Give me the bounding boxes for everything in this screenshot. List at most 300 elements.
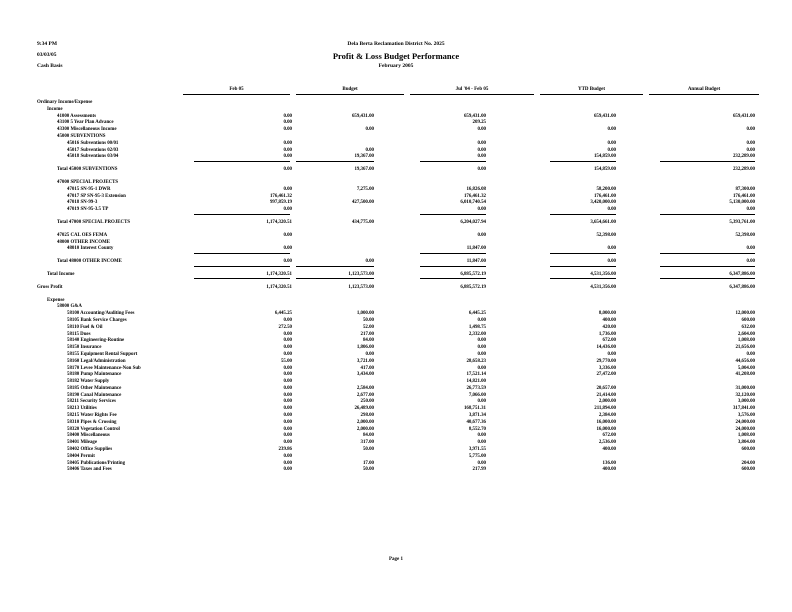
row-value: 0.00 [365, 147, 374, 153]
row-value: 0.00 [746, 127, 755, 133]
row-value: 600.00 [741, 467, 755, 473]
row-label: 58115 Dues [67, 331, 91, 337]
row-value: 0.00 [283, 113, 292, 119]
row-value: 44,656.00 [735, 358, 755, 364]
report-row [0, 141, 792, 148]
row-value: 0.00 [283, 259, 292, 265]
row-value: 0.00 [477, 440, 486, 446]
row-value: 17,521.14 [466, 372, 486, 378]
report-row [0, 406, 792, 413]
report-row [0, 461, 792, 468]
row-value: 0.00 [477, 338, 486, 344]
row-value: 4,531,356.00 [590, 271, 616, 277]
report-row [0, 433, 792, 440]
row-label: 47017 SP SN-95-3 Extension [67, 193, 126, 199]
row-value: 20,657.00 [596, 385, 616, 391]
row-value: 0.00 [283, 232, 292, 238]
row-value: 0.00 [477, 127, 486, 133]
report-row [0, 440, 792, 447]
row-label: 58000 G&A [57, 304, 82, 310]
report-row [0, 259, 792, 266]
report-row [0, 318, 792, 325]
row-value: 0.00 [283, 379, 292, 385]
report-row [0, 240, 792, 247]
row-value: 28,658.23 [466, 358, 486, 364]
row-value: 400.00 [602, 467, 616, 473]
row-value: 600.00 [741, 447, 755, 453]
row-value: 1,008.00 [737, 338, 755, 344]
row-label: 58320 Vegetation Control [67, 426, 120, 432]
report-row [0, 338, 792, 345]
row-value: 8,000.00 [598, 311, 616, 317]
row-label: 45018 Subventions 03/04 [67, 154, 119, 160]
row-value: 0.00 [746, 351, 755, 357]
row-label: 48010 Interest County [67, 246, 114, 252]
report-row [0, 386, 792, 393]
report-row [0, 311, 792, 318]
row-value: 176,461.00 [593, 193, 616, 199]
row-value: 0.00 [283, 186, 292, 192]
row-value: 2,584.00 [356, 385, 374, 391]
row-value: 659,431.00 [463, 113, 486, 119]
report-row [0, 379, 792, 386]
row-value: 0.00 [283, 167, 292, 173]
column-header: Jul '04 - Feb 05 [455, 87, 489, 92]
report-row [0, 134, 792, 141]
row-value: 997,859.19 [269, 200, 292, 206]
row-value: 0.00 [746, 246, 755, 252]
report-body [0, 100, 792, 474]
report-row [0, 207, 792, 214]
row-value: 19,367.00 [354, 167, 374, 173]
row-value: 0.00 [283, 338, 292, 344]
row-value: 19,367.00 [354, 154, 374, 160]
row-value: 0.00 [477, 154, 486, 160]
row-value: 84.00 [362, 433, 374, 439]
row-value: 0.00 [283, 467, 292, 473]
row-value: 11,847.00 [466, 259, 486, 265]
row-value: 298.00 [360, 413, 374, 419]
row-label: 45016 Subventions 00/01 [67, 140, 119, 146]
row-value: 6,010,740.54 [460, 200, 486, 206]
row-value: 2,384.00 [598, 413, 616, 419]
row-value: 0.00 [477, 167, 486, 173]
report-row [0, 304, 792, 311]
row-value: 1,123,573.00 [348, 271, 374, 277]
column-header: Budget [342, 87, 358, 92]
row-value: 1,008.00 [737, 433, 755, 439]
report-row [0, 107, 792, 114]
row-value: 7,066.00 [468, 392, 486, 398]
report-row [0, 352, 792, 359]
row-value: 672.00 [602, 338, 616, 344]
row-value: 0.00 [283, 399, 292, 405]
row-value: 2,604.00 [737, 331, 755, 337]
row-value: 16,826.08 [466, 186, 486, 192]
row-value: 14,821.00 [466, 379, 486, 385]
report-row [0, 220, 792, 227]
row-value: 50.00 [362, 447, 374, 453]
row-value: 4,531,356.00 [590, 284, 616, 290]
row-label: 58405 Publications/Printing [67, 460, 126, 466]
row-value: 0.00 [283, 331, 292, 337]
row-label: 58215 Water Rights Fee [67, 413, 117, 419]
row-value: 400.00 [602, 447, 616, 453]
row-value: 50.00 [362, 467, 374, 473]
row-value: 176,461.32 [269, 193, 292, 199]
row-value: 7,275.00 [356, 186, 374, 192]
row-value: 1,806.00 [356, 345, 374, 351]
column-header-rule [540, 94, 643, 95]
row-value: 1,736.00 [598, 331, 616, 337]
row-value: 3,721.00 [356, 358, 374, 364]
row-label: 58211 Security Services [67, 399, 116, 405]
row-value: 136.00 [602, 460, 616, 466]
row-label: 58100 Accounting/Auditing Fees [67, 311, 135, 317]
row-value: 0.00 [477, 140, 486, 146]
row-value: 55.00 [280, 358, 292, 364]
report-row [0, 154, 792, 161]
row-value: 0.00 [283, 246, 292, 252]
row-value: 632.00 [741, 324, 755, 330]
row-value: 0.00 [607, 147, 616, 153]
row-label: Total 45000 SUBVENTIONS [57, 167, 118, 173]
row-value: 1,174,320.51 [266, 219, 292, 225]
report-row [0, 447, 792, 454]
row-value: 400.00 [602, 317, 616, 323]
row-label: 58213 Utilities [67, 406, 97, 412]
column-header: YTD Budget [577, 87, 606, 92]
report-row [0, 413, 792, 420]
row-value: 0.00 [283, 426, 292, 432]
row-label: Income [47, 106, 63, 112]
row-value: 0.00 [746, 259, 755, 265]
report-row [0, 127, 792, 134]
row-value: 2,000.00 [356, 419, 374, 425]
row-value: 6,445.25 [274, 311, 292, 317]
row-label: 58406 Taxes and Fees [67, 467, 112, 473]
report-row [0, 399, 792, 406]
row-value: 58,200.00 [596, 186, 616, 192]
row-value: 659,431.00 [593, 113, 616, 119]
report-row [0, 200, 792, 207]
row-label: 58310 Pipes & Crossing [67, 419, 117, 425]
row-value: 5,130,000.00 [729, 200, 755, 206]
row-value: 6,445.25 [468, 311, 486, 317]
column-headers [183, 87, 759, 95]
row-label: 48000 OTHER INCOME [57, 239, 110, 245]
row-label: 58404 Permit [67, 453, 95, 459]
row-value: 154,859.00 [593, 167, 616, 173]
row-value: 52,398.00 [735, 232, 755, 238]
row-value: 0.00 [607, 140, 616, 146]
row-value: 0.00 [283, 406, 292, 412]
row-value: 6,347,886.00 [729, 271, 755, 277]
row-value: 11,847.00 [466, 246, 486, 252]
row-value: 209.25 [472, 120, 486, 126]
row-label: Total 48000 OTHER INCOME [57, 259, 122, 265]
row-label: 58180 Pump Maintenance [67, 372, 122, 378]
row-value: 31,000.00 [735, 385, 755, 391]
row-value: 2,000.00 [356, 426, 374, 432]
row-value: 3,971.55 [468, 447, 486, 453]
row-label: 58160 Legal/Administration [67, 358, 126, 364]
row-label: 58155 Equipment Rental Support [67, 351, 138, 357]
report-row [0, 120, 792, 127]
row-label: Expense [47, 297, 65, 303]
row-value: 0.00 [283, 345, 292, 351]
row-label: 58110 Fuel & Oil [67, 324, 103, 330]
row-value: 0.00 [283, 147, 292, 153]
row-value: 0.00 [283, 365, 292, 371]
row-value: 16,000.00 [596, 426, 616, 432]
row-value: 0.00 [283, 372, 292, 378]
row-value: 0.00 [283, 392, 292, 398]
row-value: 659,431.00 [351, 113, 374, 119]
row-value: 2,677.00 [356, 392, 374, 398]
report-row [0, 194, 792, 201]
row-value: 27,472.00 [596, 372, 616, 378]
row-value: 217.99 [472, 467, 486, 473]
report-period: February 2005 [378, 63, 414, 69]
row-value: 1,498.75 [468, 324, 486, 330]
row-value: 0.00 [607, 207, 616, 213]
row-value: 3,654,661.00 [590, 219, 616, 225]
report-title: Profit & Loss Budget Performance [332, 51, 460, 61]
row-value: 427,500.00 [351, 200, 374, 206]
row-value: 16,000.00 [596, 419, 616, 425]
row-label: 58140 Engineering-Routine [67, 338, 125, 344]
row-value: 6,204,027.94 [460, 219, 486, 225]
row-value: 0.00 [283, 140, 292, 146]
row-value: 0.00 [746, 140, 755, 146]
row-value: 1,174,320.51 [266, 271, 292, 277]
report-row [0, 246, 792, 253]
row-label: 45017 Subventions 02/03 [67, 147, 119, 153]
row-value: 239.86 [278, 447, 292, 453]
row-value: 0.00 [477, 351, 486, 357]
row-value: 0.00 [746, 147, 755, 153]
report-row [0, 359, 792, 366]
row-value: 0.00 [477, 433, 486, 439]
row-value: 2,332.00 [468, 331, 486, 337]
row-value: 40,677.36 [466, 419, 486, 425]
row-value: 26,773.59 [466, 385, 486, 391]
report-row [0, 233, 792, 240]
row-value: 0.00 [283, 413, 292, 419]
row-value: 420.00 [602, 324, 616, 330]
row-value: 232,289.00 [732, 154, 755, 160]
row-value: 6,885,572.19 [460, 271, 486, 277]
row-value: 317.00 [360, 440, 374, 446]
row-value: 24,000.00 [735, 419, 755, 425]
row-value: 0.00 [607, 351, 616, 357]
column-header-rule [296, 94, 404, 95]
report-row [0, 285, 792, 292]
row-value: 0.00 [477, 399, 486, 405]
row-value: 1,174,320.51 [266, 284, 292, 290]
row-value: 5,004.00 [737, 365, 755, 371]
row-value: 3,336.00 [598, 365, 616, 371]
row-label: Total Income [47, 271, 75, 277]
row-value: 0.00 [283, 453, 292, 459]
row-value: 0.00 [477, 345, 486, 351]
row-label: 58401 Mileage [67, 440, 98, 446]
row-value: 0.00 [477, 232, 486, 238]
row-value: 0.00 [477, 147, 486, 153]
row-value: 0.00 [607, 127, 616, 133]
row-value: 0.00 [477, 365, 486, 371]
row-value: 211,894.00 [594, 406, 616, 412]
report-row [0, 427, 792, 434]
row-value: 0.00 [477, 207, 486, 213]
row-value: 0.00 [607, 246, 616, 252]
report-date: 03/03/05 [37, 52, 57, 58]
row-value: 21,656.00 [735, 345, 755, 351]
report-row [0, 187, 792, 194]
row-value: 3,000.00 [737, 399, 755, 405]
row-value: 0.00 [283, 440, 292, 446]
row-value: 0.00 [283, 460, 292, 466]
row-value: 1,123,573.00 [348, 284, 374, 290]
report-row [0, 332, 792, 339]
row-label: Ordinary Income/Expense [37, 100, 93, 105]
report-row [0, 467, 792, 474]
row-value: 417.00 [360, 365, 374, 371]
row-value: 52.00 [362, 324, 374, 330]
row-value: 0.00 [283, 127, 292, 133]
row-value: 0.00 [365, 259, 374, 265]
row-value: 3,871.34 [468, 413, 486, 419]
row-label: 58402 Office Supplies [67, 447, 113, 453]
report-row [0, 366, 792, 373]
row-value: 0.00 [283, 154, 292, 160]
row-value: 84.00 [362, 338, 374, 344]
row-value: 3,576.00 [737, 413, 755, 419]
row-value: 26,489.00 [354, 406, 374, 412]
row-value: 204.00 [741, 460, 755, 466]
row-value: 0.00 [283, 433, 292, 439]
report-row [0, 454, 792, 461]
row-label: 58150 Insurance [67, 345, 102, 351]
row-value: 3,420,000.00 [590, 200, 616, 206]
report-basis: Cash Basis [37, 63, 63, 69]
row-value: 17.00 [362, 460, 374, 466]
row-value: 8,552.70 [468, 426, 486, 432]
row-value: 87,300.00 [735, 186, 755, 192]
row-label: 47018 SN-99-3 [67, 200, 98, 206]
row-value: 0.00 [477, 317, 486, 323]
row-label: 58185 Other Maintenance [67, 385, 122, 391]
row-value: 0.00 [283, 120, 292, 126]
column-header-rule [410, 94, 534, 95]
report-row [0, 100, 792, 107]
column-header: Feb 05 [229, 87, 244, 92]
row-value: 21,414.00 [596, 392, 616, 398]
report-row [0, 393, 792, 400]
row-label: 47000 SPECIAL PROJECTS [57, 179, 119, 185]
row-value: 0.00 [607, 259, 616, 265]
row-value: 3,804.00 [737, 440, 755, 446]
report-row [0, 325, 792, 332]
column-header: Annual Budget [687, 87, 721, 92]
row-value: 32,120.00 [735, 392, 755, 398]
row-value: 6,347,886.00 [729, 284, 755, 290]
row-value: 5,775.00 [468, 453, 486, 459]
row-label: 58105 Bank Service Charges [67, 317, 127, 323]
row-value: 154,859.00 [593, 154, 616, 160]
row-value: 217.00 [360, 331, 374, 337]
row-label: 58170 Levee Maintenance-Non Sub [67, 365, 141, 371]
row-value: 24,000.00 [735, 426, 755, 432]
row-label: 47025 CAL OES FEMA [57, 232, 108, 238]
row-label: Total 47000 SPECIAL PROJECTS [57, 219, 131, 225]
row-label: 43300 Miscellaneous Income [57, 127, 117, 133]
row-value: 2,536.00 [598, 440, 616, 446]
row-label: 41000 Assessments [57, 113, 96, 119]
row-value: 0.00 [283, 419, 292, 425]
column-header-rule [183, 94, 290, 95]
row-value: 672.00 [602, 433, 616, 439]
report-row [0, 298, 792, 305]
row-label: 47019 SN-95-3.5 TP [67, 207, 109, 213]
row-value: 176,461.32 [463, 193, 486, 199]
row-value: 5,393,761.00 [729, 219, 755, 225]
row-value: 250.00 [360, 399, 374, 405]
row-label: 58182 Water Supply [67, 379, 110, 385]
row-value: 0.00 [365, 127, 374, 133]
row-value: 176,461.00 [732, 193, 755, 199]
row-value: 232,289.00 [732, 167, 755, 173]
row-label: Gross Profit [37, 284, 63, 290]
row-value: 272.50 [278, 324, 292, 330]
row-label: 43100 5 Year Plan Advance [57, 120, 114, 126]
report-row [0, 180, 792, 187]
column-header-rule [649, 94, 759, 95]
report-row [0, 272, 792, 279]
row-value: 12,000.00 [735, 311, 755, 317]
row-label: 47015 SN-95-1 DWR [67, 186, 111, 192]
row-value: 0.00 [477, 460, 486, 466]
report-time: 9:34 PM [37, 41, 58, 47]
row-value: 0.00 [283, 351, 292, 357]
row-value: 317,841.00 [732, 406, 755, 412]
row-value: 50.00 [362, 317, 374, 323]
row-value: 0.00 [283, 385, 292, 391]
row-value: 600.00 [741, 317, 755, 323]
row-value: 0.00 [283, 207, 292, 213]
row-value: 2,000.00 [598, 399, 616, 405]
report-row [0, 420, 792, 427]
row-value: 0.00 [365, 351, 374, 357]
row-value: 29,770.00 [596, 358, 616, 364]
row-value: 41,208.00 [735, 372, 755, 378]
report-row [0, 345, 792, 352]
row-value: 434,775.00 [351, 219, 374, 225]
report-row [0, 167, 792, 174]
row-label: 58400 Miscellaneous [67, 433, 110, 439]
report-row [0, 114, 792, 121]
row-label: 45000 SUBVENTIONS [57, 133, 106, 139]
row-value: 52,398.00 [596, 232, 616, 238]
report-row [0, 148, 792, 155]
organization-name: Dela Berta Reclamation District No. 2025 [347, 41, 445, 47]
row-value: 0.00 [746, 207, 755, 213]
report-row [0, 372, 792, 379]
row-value: 3,434.00 [356, 372, 374, 378]
row-value: 0.00 [283, 317, 292, 323]
row-value: 14,436.00 [596, 345, 616, 351]
